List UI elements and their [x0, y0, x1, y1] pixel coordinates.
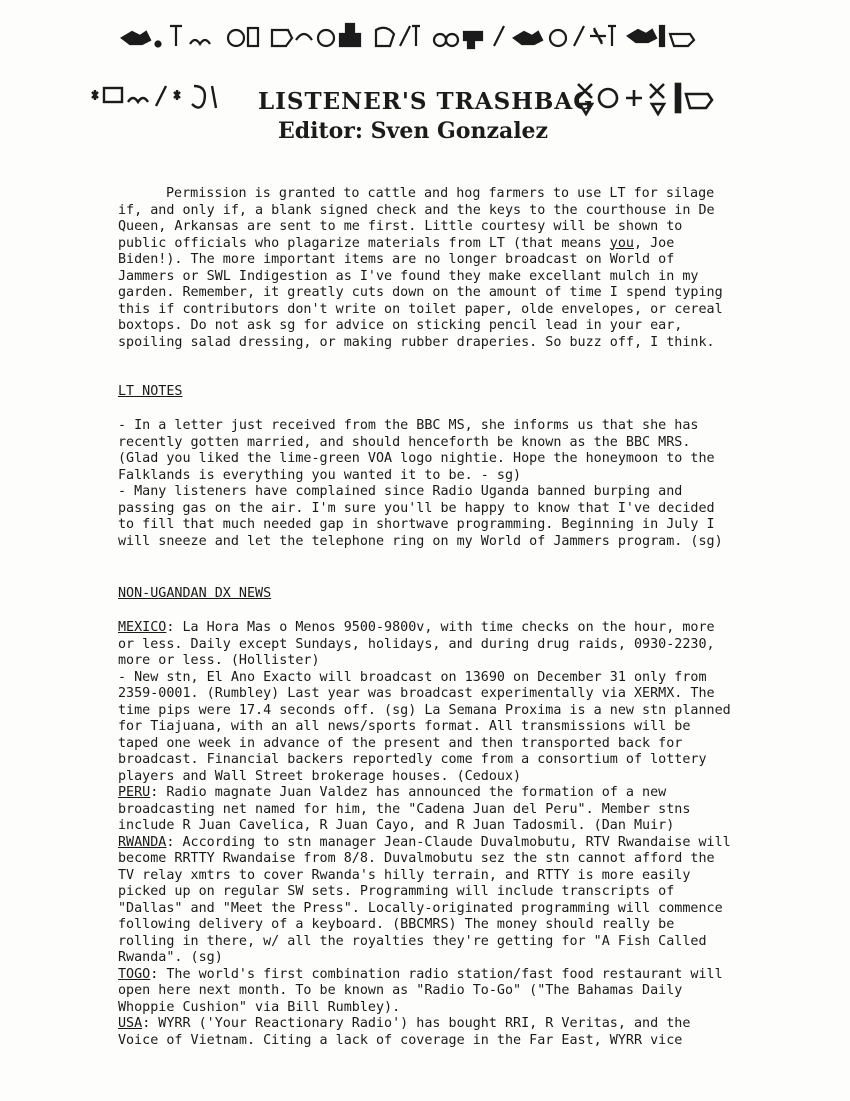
right-dingbat-decoration: [572, 76, 722, 120]
intro-paragraph: [118, 186, 738, 351]
mexico-item-2: - New stn, El Ano Exacto will broadcast on 13690 on December 31 only from 2359-0001. (Rumbley) Last year was broadcast experimentally via XERMX. The time pips were 17.4 seconds off. (sg) La Semana Proxima is a new stn planned for Tiajuana, with an all news/sports format. All transmissions will be taped one week in advance of the present and then transported back for broadcast. Financial backers reportedly come from a consortium of lottery players and Wall Street brokerage houses. (Cedoux): [118, 669, 731, 784]
peru-item: : Radio magnate Juan Valdez has announced the formation of a new broadcasting net named for him, the "Cadena Juan del Peru". Member stns include R Juan Cavelica, R Juan Cayo, and R Juan Tadosmil. (Dan Muir): [118, 785, 691, 833]
newsletter-title: LISTENER'S TRASHBAG: [258, 88, 594, 115]
mexico-item-1: : La Hora Mas o Menos 9500-9800v, with time checks on the hour, more or less. Daily except Sundays, holidays, and during drug raids, 0930-2230, more or less. (Hollister): [118, 620, 715, 668]
togo-item: : The world's first combination radio station/fast food restaurant will open here next month. To be known as "Radio To-Go" ("The Bahamas Daily Whoppie Cushion" via Bill Rumbley).: [118, 966, 723, 1015]
country-label-rwanda: RWANDA: [118, 834, 167, 850]
lt-notes-section: [118, 418, 738, 550]
dx-news-section: [118, 620, 738, 1049]
country-label-mexico: MEXICO: [118, 620, 167, 635]
lt-note-item: - In a letter just received from the BBC MS, she informs us that she has recently gotten married, and should henceforth be known as the BBC MRS. (Glad you liked the lime-green VOA logo nightie. Hope the honeymoon to the Falklands is everything you wanted it to be. - sg): [118, 418, 715, 483]
dx-news-heading: NON-UGANDAN DX NEWS: [118, 586, 272, 601]
editor-line: Editor: Sven Gonzalez: [277, 118, 549, 144]
country-label-togo: TOGO: [118, 966, 151, 982]
dingbat-row-decoration: [100, 14, 700, 60]
lt-notes-heading: LT NOTES: [118, 384, 183, 399]
intro-text: Permission is granted to cattle and hog farmers to use LT for silage if, and only if, a blank signed check and the keys to the courthouse in De Queen, Arkansas are sent to me first. Little courtesy will be shown to public officials who plagarize materials from LT (that means: [118, 186, 715, 251]
lt-note-item: - Many listeners have complained since Radio Uganda banned burping and passing gas on the air. I'm sure you'll be happy to know that I've decided to fill that much needed gap in shortwave programming. Beginning in July I will sneeze and let the telephone ring on my World of Jammers program. (sg): [118, 484, 723, 549]
intro-text-rest: , Joe Biden!). The more important items are no longer broadcast on World of Jammers or SWL Indigestion as I've found they make excellant mulch in my garden. Remember, it greatly cuts down on the amount of time I spend typing this if contributors don't write on toilet paper, olde envelopes, or cereal boxtops. Do not ask sg for advice on sticking pencil lead in your ear, spoiling salad dressing, or making rubber draperies. So buzz off, I think.: [118, 235, 723, 350]
usa-item: : WYRR ('Your Reactionary Radio') has bought RRI, R Veritas, and the Voice of Vietnam. Citing a lack of coverage in the Far East, WYRR vice: [118, 1016, 691, 1048]
left-dingbat-decoration: [88, 76, 248, 120]
intro-you: you: [609, 235, 634, 251]
rwanda-item: : According to stn manager Jean-Claude Duvalmobutu, RTV Rwandaise will become RRTTY Rwandaise from 8/8. Duvalmobutu sez the stn cannot afford the TV relay xmtrs to cover Rwanda's hilly terrain, and RTTY is more easily picked up on regular SW sets. Programming will include transcripts of "Dallas" and "Meet the Press". Locally-originated programming will commence following delivery of a keyboard. (BBCMRS) The money should really be rolling in there, w/ all the royalties they're getting for "A Fish Called Rwanda". (sg): [118, 834, 731, 965]
country-label-usa: USA: [118, 1016, 143, 1031]
country-label-peru: PERU: [118, 785, 151, 800]
masthead: [258, 88, 594, 146]
